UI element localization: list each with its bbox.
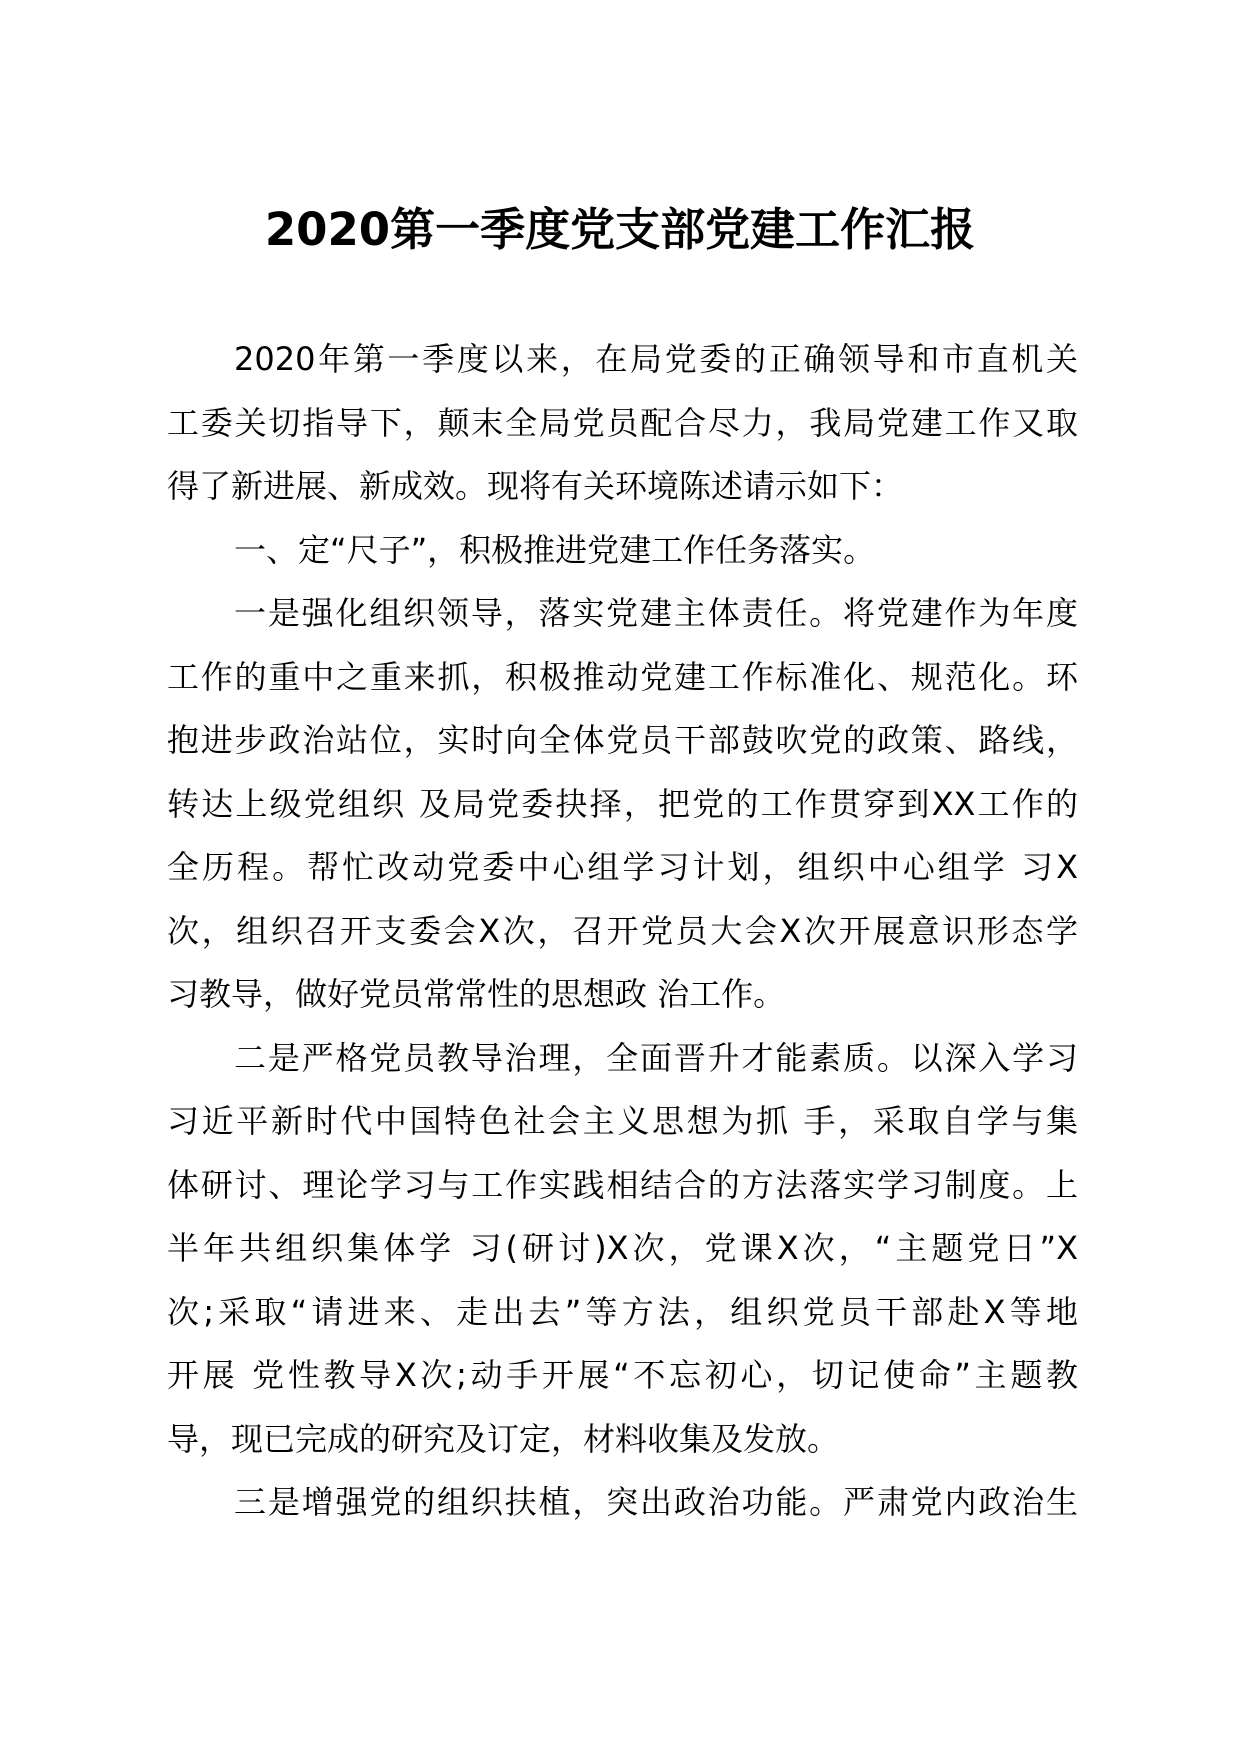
paragraph-point-1	[167, 582, 1078, 1027]
paragraph-intro	[167, 328, 1078, 519]
text-line: 转达上级党组织 及局党委抉择，把党的工作贯穿到XX工作的	[167, 784, 1078, 823]
text-line: 得了新进展、新成效。现将有关环境陈述请示如下：	[167, 467, 904, 505]
text-line: 2020年第一季度以来，在局党委的正确领导和市直机关	[234, 340, 1078, 378]
text-line: 工委关切指导下，颠末全局党员配合尽力，我局党建工作又取	[167, 403, 1078, 442]
text-line: 次;采取“请进来、走出去”等方法，组织党员干部赴X等地	[167, 1292, 1078, 1331]
text-line: 抱进步政治站位，实时向全体党员干部鼓吹党的政策、路线，	[167, 721, 1078, 759]
section-heading-1	[167, 519, 1078, 583]
text-line: 半年共组织集体学 习(研讨)X次，党课X次，“主题党日”X	[167, 1229, 1078, 1267]
document-title: 2020第一季度党支部党建工作汇报	[264, 203, 976, 256]
paragraph-point-3	[167, 1471, 1078, 1535]
paragraph-point-2	[167, 1027, 1078, 1472]
text-line: 二是严格党员教导治理，全面晋升才能素质。以深入学习	[234, 1038, 1078, 1077]
text-line: 体研讨、理论学习与工作实践相结合的方法落实学习制度。上	[167, 1165, 1078, 1204]
text-line: 三是增强党的组织扶植，突出政治功能。严肃党内政治生	[234, 1483, 1078, 1521]
text-line: 全历程。帮忙改动党委中心组学习计划，组织中心组学 习X	[167, 848, 1078, 886]
document-body	[167, 328, 1078, 1535]
text-line: 习教导，做好党员常常性的思想政 治工作。	[167, 975, 786, 1013]
text-line: 导，现已完成的研究及订定，材料收集及发放。	[167, 1419, 840, 1458]
text-line: 习近平新时代中国特色社会主义思想为抓 手，采取自学与集	[167, 1102, 1078, 1140]
text-line: 一是强化组织领导，落实党建主体责任。将党建作为年度	[234, 594, 1078, 632]
text-line: 工作的重中之重来抓，积极推动党建工作标准化、规范化。环	[167, 657, 1078, 696]
text-line: 一、定“尺子”，积极推进党建工作任务落实。	[234, 530, 876, 569]
text-line: 次，组织召开支委会X次，召开党员大会X次开展意识形态学	[167, 911, 1078, 950]
text-line: 开展 党性教导X次;动手开展“不忘初心，切记使命”主题教	[167, 1356, 1078, 1394]
